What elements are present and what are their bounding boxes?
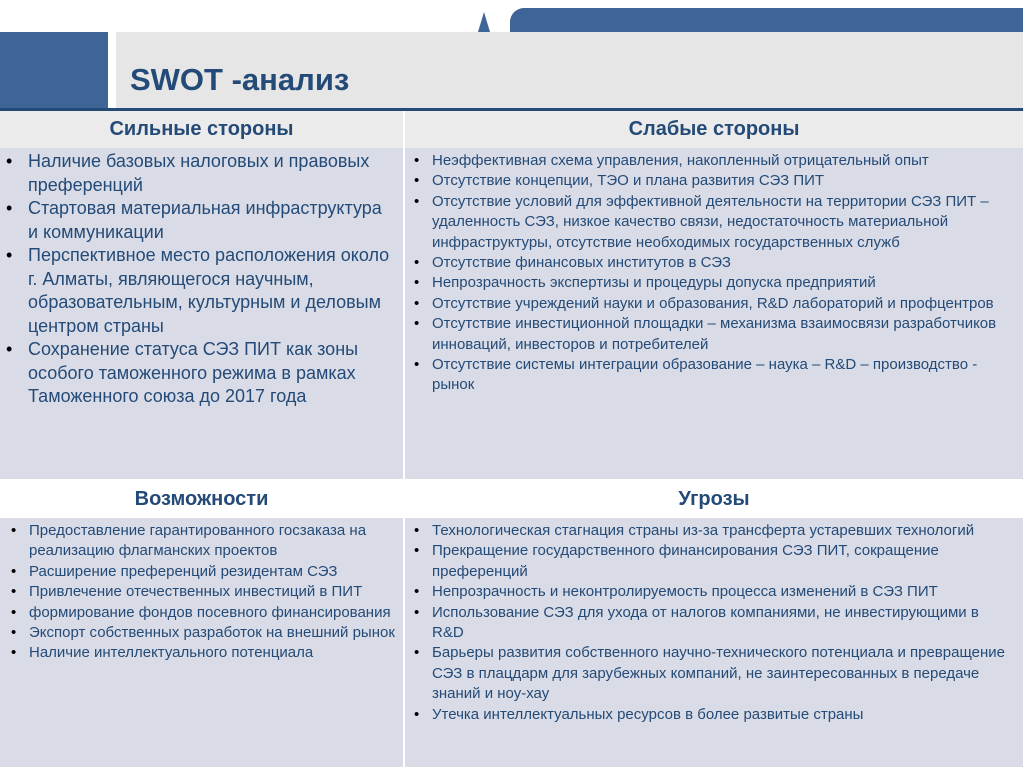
threats-heading: Угрозы (405, 481, 1023, 518)
weaknesses-item: • Отсутствие концепции, ТЭО и плана развития СЭЗ ПИТ (432, 171, 1013, 191)
opportunities-item: • Наличие интеллектуального потенциала (29, 643, 399, 663)
opportunities-item: • Привлечение отечественных инвестиций в ПИТ (29, 582, 399, 602)
threats-list (432, 521, 1013, 725)
opportunities-item: • формирование фондов посевного финансирования (29, 603, 399, 623)
header-tab-decoration (510, 8, 1023, 32)
strengths-item: • Сохранение статуса СЭЗ ПИТ как зоны особого таможенного режима в рамках Таможенного союза до 2017 года (28, 338, 393, 409)
opportunities-list (29, 521, 399, 664)
header-notch-decoration (478, 12, 490, 32)
weaknesses-heading: Слабые стороны (405, 111, 1023, 148)
weaknesses-item: • Неэффективная схема управления, накопленный отрицательный опыт (432, 151, 1013, 171)
threats-cell (405, 518, 1023, 767)
page-title: SWOT -анализ (130, 62, 350, 97)
weaknesses-item: • Отсутствие финансовых институтов в СЭЗ (432, 253, 1013, 273)
opportunities-cell (0, 518, 403, 767)
opportunities-item: • Предоставление гарантированного госзаказа на реализацию флагманских проектов (29, 521, 399, 562)
strengths-list (28, 150, 393, 409)
threats-item: • Технологическая стагнация страны из-за трансферта устаревших технологий (432, 521, 1013, 541)
threats-item: • Прекращение государственного финансирования СЭЗ ПИТ, сокращение преференций (432, 541, 1013, 582)
weaknesses-list (432, 151, 1013, 396)
strengths-item: • Стартовая материальная инфраструктура и коммуникации (28, 197, 393, 244)
weaknesses-item: • Отсутствие условий для эффективной деятельности на территории СЭЗ ПИТ – удаленность СЭЗ, низкое качество связи, недостаточность материальной инфраструктуры, отсутствие необходимых государственных служб (432, 192, 1013, 253)
opportunities-item: • Расширение преференций резидентам СЭЗ (29, 562, 399, 582)
opportunities-heading: Возможности (0, 481, 403, 518)
blue-square-decoration (0, 32, 108, 108)
strengths-item: • Наличие базовых налоговых и правовых преференций (28, 150, 393, 197)
threats-item: • Использование СЭЗ для ухода от налогов компаниями, не инвестирующими в R&D (432, 603, 1013, 644)
strengths-cell (0, 148, 403, 479)
threats-item: • Непрозрачность и неконтролируемость процесса изменений в СЭЗ ПИТ (432, 582, 1013, 602)
weaknesses-item: • Отсутствие системы интеграции образование – наука – R&D – производство - рынок (432, 355, 1013, 396)
threats-item: • Утечка интеллектуальных ресурсов в более развитые страны (432, 705, 1013, 725)
weaknesses-item: • Отсутствие учреждений науки и образования, R&D лабораторий и профцентров (432, 294, 1013, 314)
strengths-item: • Перспективное место расположения около г. Алматы, являющегося научным, образовательным, культурным и деловым центром страны (28, 244, 393, 338)
weaknesses-cell (405, 148, 1023, 479)
opportunities-item: • Экспорт собственных разработок на внешний рынок (29, 623, 399, 643)
threats-item: • Барьеры развития собственного научно-технического потенциала и превращение СЭЗ в плацдарм для зарубежных компаний, не заинтересованных в передаче знаний и ноу-хау (432, 643, 1013, 704)
weaknesses-item: • Непрозрачность экспертизы и процедуры допуска предприятий (432, 273, 1013, 293)
strengths-heading: Сильные стороны (0, 111, 403, 148)
weaknesses-item: • Отсутствие инвестиционной площадки – механизма взаимосвязи разработчиков инноваций, инвесторов и потребителей (432, 314, 1013, 355)
